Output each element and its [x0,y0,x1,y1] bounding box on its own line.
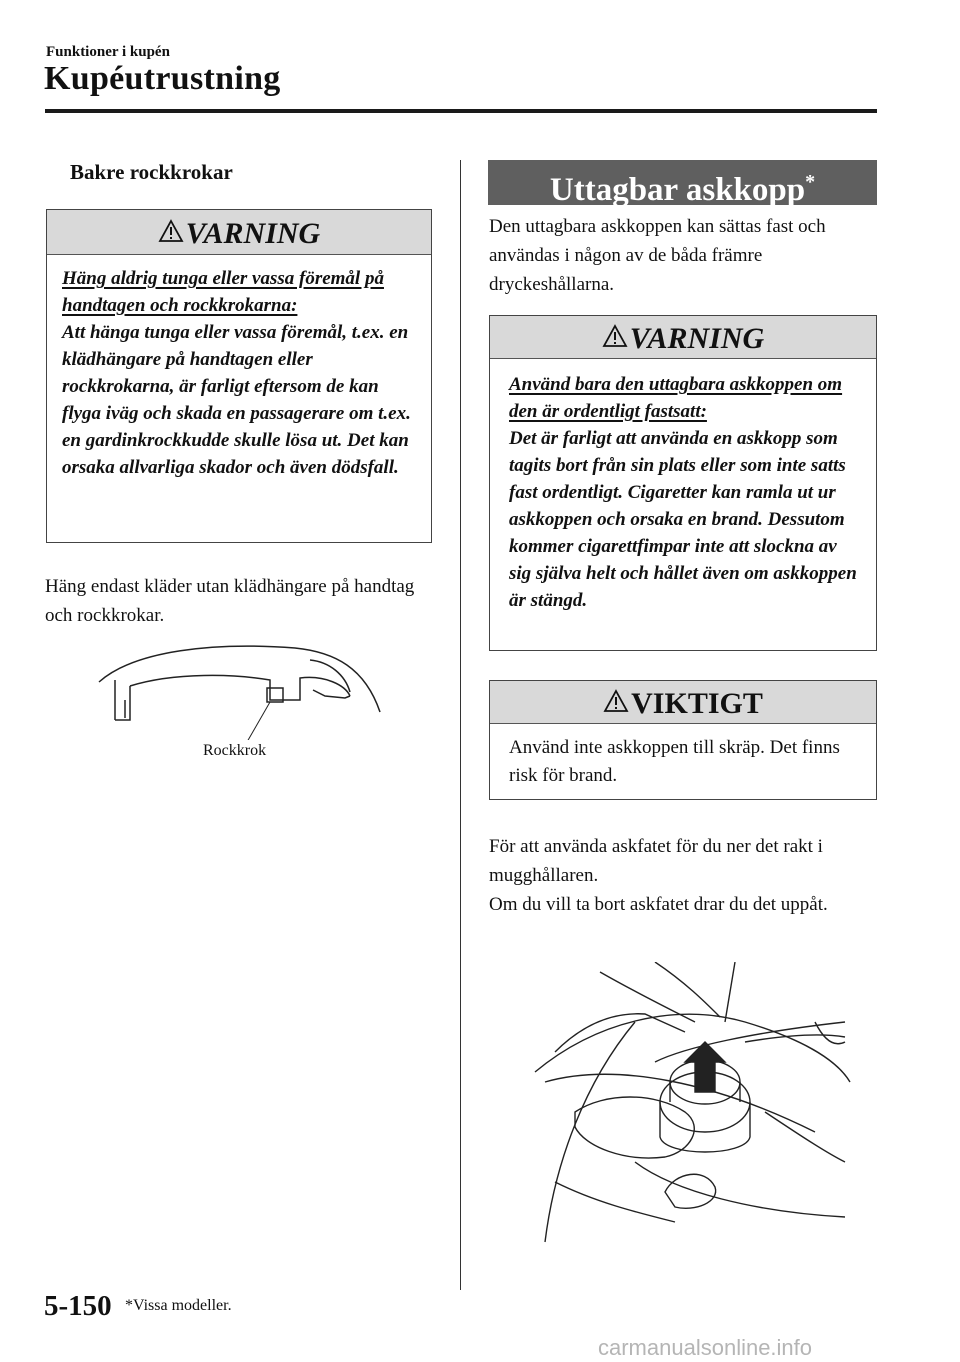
footnote: *Vissa modeller. [125,1297,232,1314]
body-text: Häng endast kläder utan klädhängare på handtag och rockkrokar. [45,576,415,626]
instruction-text-2: Om du vill ta bort askfatet drar du det uppåt. [489,894,828,915]
warning-lead-right: Använd bara den uttagbara askkoppen om den är ordentligt fastsatt: [509,374,843,422]
important-box [489,680,877,800]
important-body: Använd inte askkoppen till skräp. Det finns risk för brand. [509,737,840,786]
figure-label: Rockkrok [203,742,267,759]
warning-header-right [490,316,876,359]
warning-body-right: Det är farligt att använda en askkopp som tagits bort från sin plats eller som inte satts fast ordentligt. Cigaretter kan ramla ut ur askkoppen och orsaka en brand. Dessutom kommer cigarettfimpar inte att slockna av sig själva helt och hållet även om askkoppen är stängd. [509,428,857,611]
warning-box [46,209,432,543]
warning-body: Att hänga tunga eller vassa föremål, t.ex. en klädhängare på handtagen eller rockkrokarna, är farligt eftersom de kan flyga iväg och skada en passagerare om t.ex. en gardinkrockkudde skulle lösa ut. Det kan orsaka allvarliga skador och även dödsfall. [62,322,411,478]
warning-header [47,210,431,255]
intro-text: Den uttagbara askkoppen kan sättas fast och användas i någon av de båda främre dryckeshållarna. [489,216,826,295]
important-header [490,681,876,724]
warning-title-right: VARNING [629,322,765,356]
header-rule [45,109,877,113]
ashtray-illustration [515,962,855,1252]
warning-triangle-icon [602,318,628,360]
banner-asterisk: * [805,171,816,193]
warning-triangle-icon [603,683,629,725]
warning-box-right [489,315,877,651]
section-title: Funktioner i kupén [46,44,170,60]
column-divider [460,160,461,1290]
important-title: VIKTIGT [631,687,763,721]
watermark: carmanualsonline.info [598,1335,813,1360]
banner-title: Uttagbar askkopp [549,172,806,208]
section-banner [488,160,877,208]
handle-illustration [95,630,385,740]
warning-lead: Häng aldrig tunga eller vassa föremål på handtagen och rockkrokarna: [62,268,384,316]
warning-triangle-icon [158,212,184,256]
subheading: Bakre rockkrokar [70,160,233,184]
page-number: 5-150 [44,1290,112,1322]
instruction-text-1: För att använda askfatet för du ner det rakt i mugghållaren. [489,836,823,886]
chapter-title: Kupéutrustning [44,60,281,97]
warning-title: VARNING [185,217,321,251]
